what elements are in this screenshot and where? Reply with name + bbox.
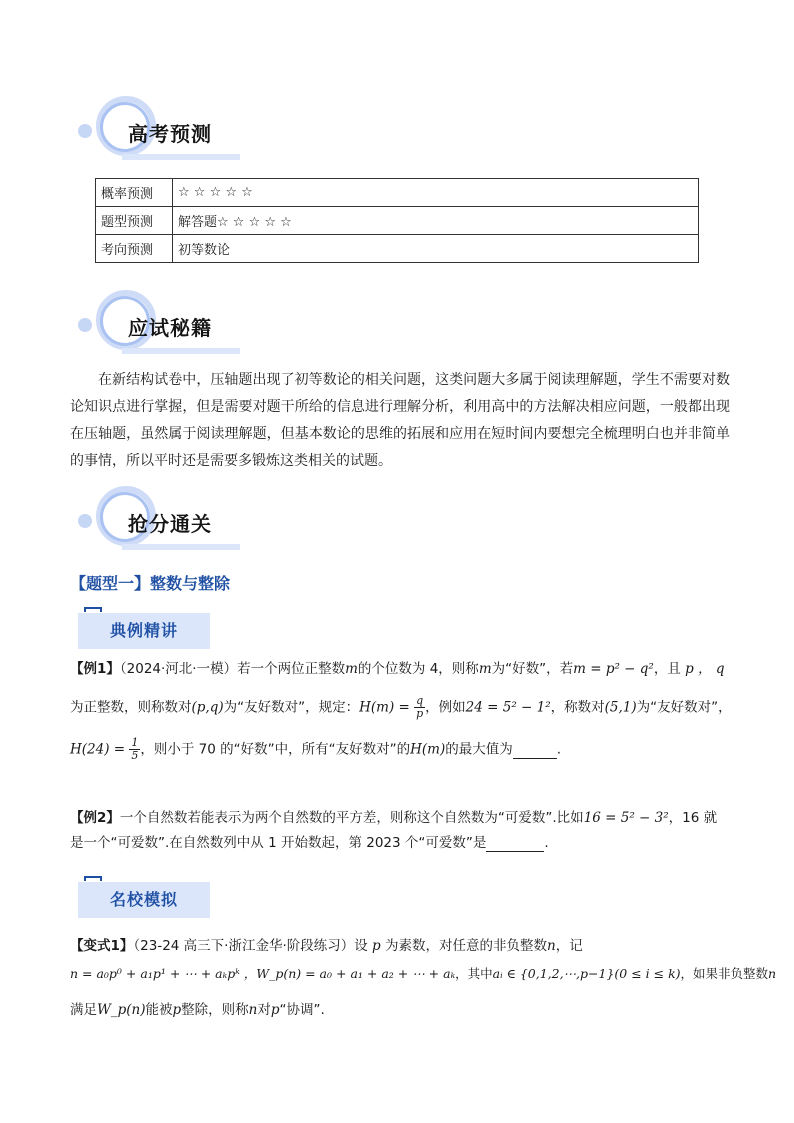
type-heading: 【题型一】整数与整除 [70,574,231,593]
text: 为“友好数对”，规定： [223,699,360,716]
text: 能被 [145,1002,173,1018]
example1-line1 [70,657,725,677]
table-cell-key: 概率预测 [96,179,173,207]
text: 的个位数为 4，则称 [357,661,479,677]
math: (5,1) [604,699,637,716]
math: n [547,938,556,954]
text: . [544,835,549,851]
table-row [96,207,699,235]
math: H(m) = [359,699,415,716]
math: W_p(n) [97,1002,146,1018]
mock-label-box: 名校模拟 [78,882,210,918]
section-title: 应试秘籍 [128,316,212,340]
tab-marker [84,876,102,881]
math: m = p² − q² [573,661,654,677]
text: . [556,741,562,758]
decor-dot [78,318,92,332]
text: 为“友好数对”， [636,699,732,716]
math: p [270,1002,280,1018]
example1-line2 [70,695,732,720]
text: “协调”. [279,1002,325,1018]
example-tag: 【例2】 [70,810,120,826]
decor-underline [122,348,240,354]
text: 满足 [70,1002,97,1018]
answer-blank [486,835,544,852]
math: n [248,1002,258,1018]
section-header-tips [78,290,248,360]
fraction-1-over-5: $\frac{1}{5}$ [131,736,139,762]
tab-marker [84,607,102,612]
math: n = a₀p⁰ + a₁p¹ + ⋯ + aₖpᵏ ，W_p(n) = a₀ + a₁ + a₂ + ⋯ + aₖ [70,966,456,981]
text: ，16 就 [668,810,718,826]
math: p [367,938,385,954]
text: ，且 [653,661,681,677]
table-cell-value: 解答题☆ ☆ ☆ ☆ ☆ [173,207,699,235]
math: (p,q) [191,699,224,716]
decor-dot [78,124,92,138]
decor-dot [78,514,92,528]
text: （23-24 高三下·浙江金华·阶段练习）设 [133,938,368,954]
table-row [96,179,699,207]
text: 为素数，对任意的非负整数 [385,938,547,954]
math: 16 = 5² − 3² [583,810,669,826]
table-cell-value: ☆ ☆ ☆ ☆ ☆ [173,179,699,207]
math: m [345,661,358,677]
math: 24 = 5² − 1² [465,699,551,716]
text: 为“好数”，若 [491,661,574,677]
text: ，例如 [425,699,466,716]
text: ，则小于 70 的“好数”中，所有“友好数对”的 [140,741,411,758]
forecast-table [95,178,699,263]
example2-line1 [70,806,717,826]
text: ，其中 [455,966,493,981]
fraction-q-over-p: $\frac{q}{p}$ [416,694,424,720]
variant1-line3 [70,998,325,1018]
text: 对 [257,1002,271,1018]
text: 为正整数，则称数对 [70,699,192,716]
variant1-line1 [70,934,583,954]
text: 是一个“可爱数”.在自然数列中从 1 开始数起，第 2023 个“可爱数”是 [70,835,487,851]
math: p [172,1002,182,1018]
text: 一个自然数若能表示为两个自然数的平方差，则称这个自然数为“可爱数”.比如 [119,810,584,826]
section-header-pass [78,486,248,556]
text: ，记 [555,938,583,954]
section-title: 抢分通关 [128,512,212,536]
table-cell-value: 初等数论 [173,235,699,263]
example-label-box: 典例精讲 [78,613,210,649]
answer-blank [513,742,557,759]
section-header-forecast [78,96,248,166]
table-cell-key: 考向预测 [96,235,173,263]
example-tag: 【例1】 [70,661,120,677]
decor-underline [122,544,240,550]
math: n [768,966,777,981]
text: 的最大值为 [445,741,513,758]
text: 整除，则称 [181,1002,249,1018]
math: m [478,661,492,677]
math: aᵢ ∈ {0,1,2,⋯,p−1}(0 ≤ i ≤ k) [492,966,681,981]
table-cell-key: 题型预测 [96,207,173,235]
tips-paragraph: 在新结构试卷中，压轴题出现了初等数论的相关问题，这类问题大多属于阅读理解题，学生不需要对数论知识点进行掌握，但是需要对题干所给的信息进行理解分析，利用高中的方法解决相应问题，一般都出现在压轴题，虽然属于阅读理解题，但基本数论的思维的拓展和应用在短时间内要想完全梳理明白也并非简单的事情，所以平时还是需要多锻炼这类相关的试题。 [70,372,730,469]
text: ，如果非负整数 [680,966,769,981]
text: ，称数对 [550,699,605,716]
variant1-line2 [70,964,776,982]
example1-line3 [70,737,561,762]
math: H(m) [410,741,446,758]
example2-line2 [70,831,549,852]
math: H(24) = [70,741,130,758]
table-row [96,235,699,263]
decor-underline [122,154,240,160]
text: （2024·河北·一模）若一个两位正整数 [119,661,346,677]
math: p ， q [680,661,725,677]
variant-tag: 【变式1】 [70,938,134,954]
section-title: 高考预测 [128,122,212,146]
